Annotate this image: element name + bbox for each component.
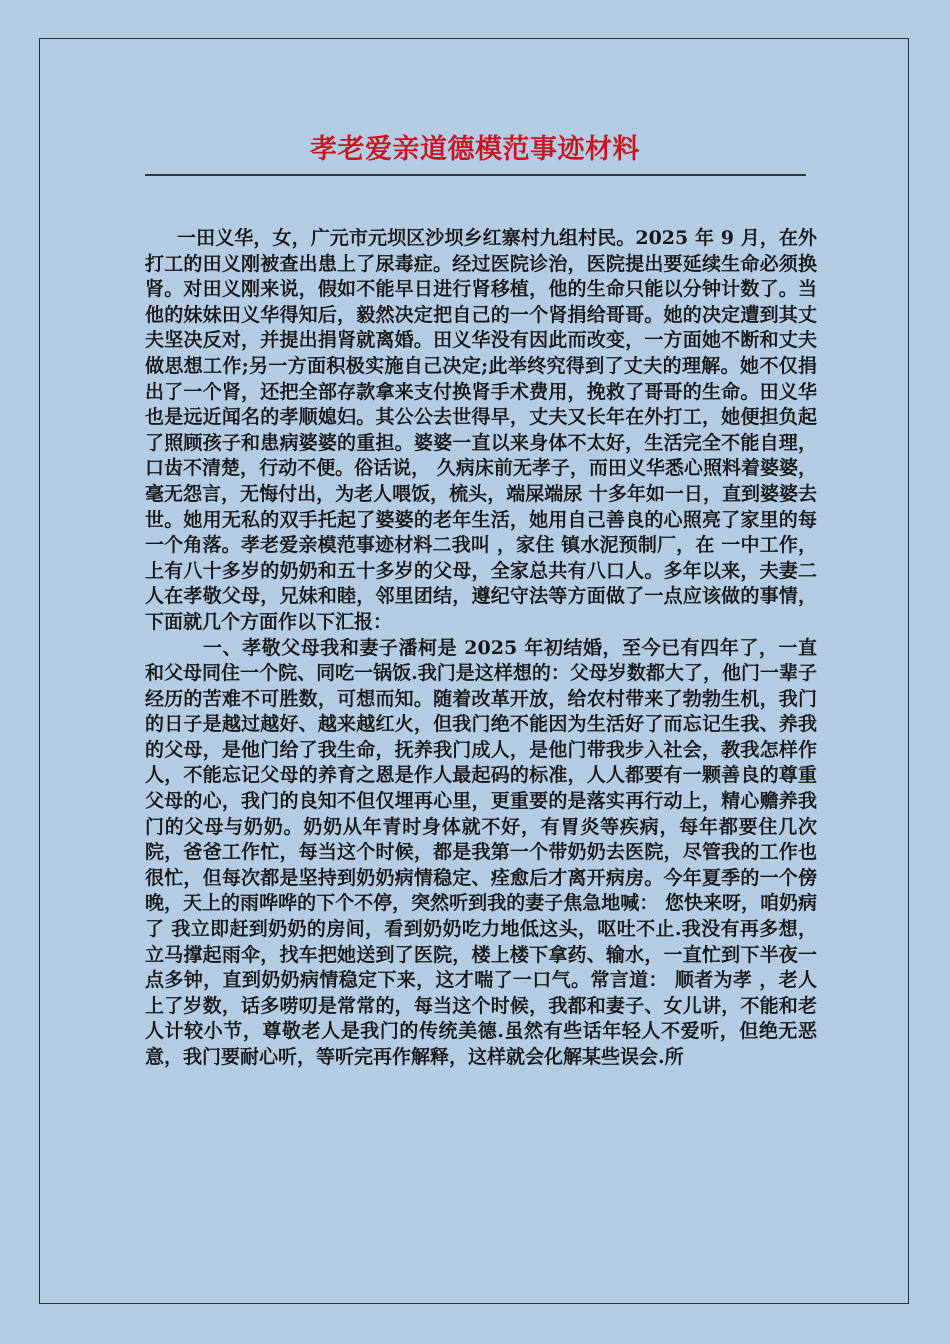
- paragraph: 一、孝敬父母我和妻子潘柯是 2025 年初结婚，至今已有四年了，一直和父母同住一个院、同吃一锅饭.我门是这样想的：父母岁数都大了，他门一辈子经历的苦难不可胜数，可想而知。随着改革开放，给农村带来了勃勃生机，我门的日子是越过越好、越来越红火，但我门绝不能因为生活好了而忘记生我、养我的父母，是他门给了我生命，抚养我门成人，是他门带我步入社会，教我怎样作人，不能忘记父母的养育之恩是作人最起码的标准，人人都要有一颗善良的尊重父母的心，我门的良知不但仅埋再心里，更重要的是落实再行动上，精心赡养我门的父母与奶奶。奶奶从年青时身体就不好，有胃炎等疾病，每年都要住几次院，爸爸工作忙，每当这个时候，都是我第一个带奶奶去医院，尽管我的工作也很忙，但每次都是坚持到奶奶病情稳定、痊愈后才离开病房。今年夏季的一个傍晚，天上的雨哗哗的下个不停，突然听到我的妻子焦急地喊： 您快来呀，咱奶病了 我立即赶到奶奶的房间，看到奶奶吃力地低这头，呕吐不止.我没有再多想，立马撑起雨伞，找车把她送到了医院，楼上楼下拿药、输水，一直忙到下半夜一点多钟，直到奶奶病情稳定下来，这才喘了一口气。常言道： 顺者为孝 ，老人上了岁数，话多唠叨是常常的，每当这个时候，我都和妻子、女儿讲，不能和老人计较小节，尊敬老人是我门的传统美德.虽然有些话年轻人不爱听，但绝无恶意，我门要耐心听，等听完再作解释，这样就会化解某些误会.所: [145, 636, 817, 1068]
- title-underline: [145, 174, 806, 176]
- paragraph: 一田义华，女，广元市元坝区沙坝乡红寨村九组村民。2025 年 9 月，在外打工的田义刚被查出患上了尿毒症。经过医院诊治，医院提出要延续生命必须换肾。对田义刚来说，假如不能早日进行肾移植，他的生命只能以分钟计数了。当他的妹妹田义华得知后，毅然决定把自己的一个肾捐给哥哥。她的决定遭到其丈夫坚决反对，并提出捐肾就离婚。田义华没有因此而改变，一方面她不断和丈夫做思想工作;另一方面积极实施自己决定;此举终究得到了丈夫的理解。她不仅捐出了一个肾，还把全部存款拿来支付换肾手术费用，挽救了哥哥的生命。田义华也是远近闻名的孝顺媳妇。其公公去世得早，丈夫又长年在外打工，她便担负起了照顾孩子和患病婆婆的重担。婆婆一直以来身体不太好，生活完全不能自理，口齿不清楚，行动不便。俗话说， 久病床前无孝子，而田义华悉心照料着婆婆，毫无怨言，无悔付出，为老人喂饭，梳头，端屎端尿 十多年如一日，直到婆婆去世。她用无私的双手托起了婆婆的老年生活，她用自己善良的心照亮了家里的每一个角落。孝老爱亲模范事迹材料二我叫 ，家住 镇水泥预制厂，在 一中工作，上有八十多岁的奶奶和五十多岁的父母，全家总共有八口人。多年以来，夫妻二人在孝敬父母，兄妹和睦，邻里团结，遵纪守法等方面做了一点应该做的事情，下面就几个方面作以下汇报：: [145, 227, 817, 633]
- document-body: [145, 226, 817, 1071]
- document-title: 孝老爱亲道德模范事迹材料: [310, 134, 640, 165]
